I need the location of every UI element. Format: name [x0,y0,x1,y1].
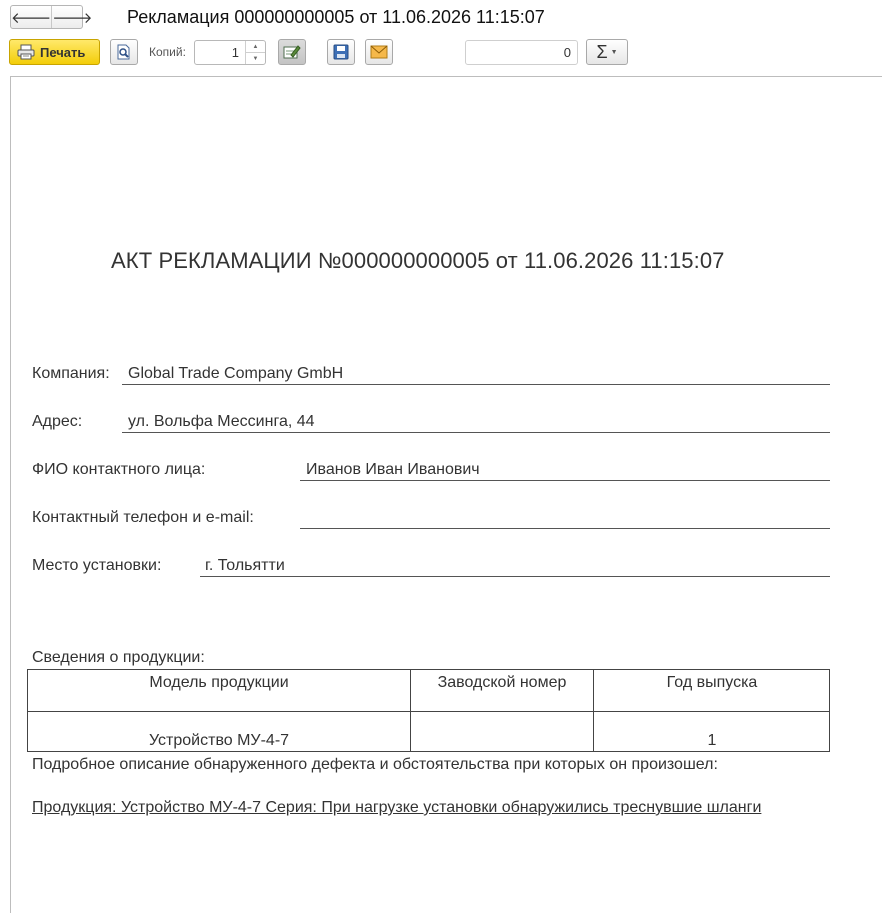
defect-description-text: Продукция: Устройство МУ-4-7 Серия: При нагрузке установки обнаружились треснувшие шланги [32,799,762,816]
contact-person-value: Иванов Иван Иванович [306,461,480,478]
company-label: Компания: [32,365,110,382]
navigation-buttons [10,5,93,29]
chevron-down-icon: ▼ [610,48,618,56]
contact-phone-label: Контактный телефон и e-mail: [32,509,254,526]
copies-value[interactable]: 1 [231,45,239,60]
back-button[interactable] [11,6,51,28]
table-cell-year: 1 [707,732,717,749]
install-place-value: г. Тольятти [205,557,285,574]
save-icon [333,44,349,60]
sum-menu-button[interactable] [586,39,628,65]
sum-field: 0 [465,40,578,65]
column-header-serial: Заводской номер [437,674,567,691]
arrow-left-icon: 🡐 [11,9,52,27]
print-button[interactable] [9,39,100,65]
copies-spinner [245,41,265,64]
copies-label: Копий: [149,45,186,59]
preview-icon [116,44,132,60]
column-header-model: Модель продукции [149,674,289,691]
contact-person-label: ФИО контактного лица: [32,461,206,478]
edit-mode-button[interactable] [278,39,306,65]
forward-button[interactable] [51,6,92,28]
document-title: АКТ РЕКЛАМАЦИИ №000000000005 от 11.06.2026 11:15:07 [111,248,725,273]
document-area[interactable] [10,76,882,913]
window-title: Рекламация 000000000005 от 11.06.2026 11:15:07 [127,7,545,27]
address-underline [122,432,830,433]
arrow-right-icon: 🡒 [52,9,93,27]
sigma-icon: Σ [596,41,608,62]
install-place-label: Место установки: [32,557,162,574]
send-email-button[interactable] [365,39,393,65]
preview-button[interactable] [110,39,138,65]
spin-up-icon[interactable]: ▲ [252,43,259,50]
spin-down-icon[interactable]: ▼ [246,52,265,64]
save-button[interactable] [327,39,355,65]
products-table [27,669,830,752]
mail-icon [370,45,388,59]
company-underline [122,384,830,385]
contact-person-underline [300,480,830,481]
edit-icon [283,44,301,60]
company-value: Global Trade Company GmbH [128,365,344,382]
table-cell-model: Устройство МУ-4-7 [148,732,290,749]
address-label: Адрес: [32,413,83,430]
table-divider [28,711,829,712]
defect-description-label: Подробное описание обнаруженного дефекта и обстоятельства при которых он произошел: [32,756,718,773]
address-value: ул. Вольфа Мессинга, 44 [128,413,315,430]
print-button-label: Печать [40,44,86,60]
column-header-year: Год выпуска [666,674,758,691]
products-label: Сведения о продукции: [32,649,205,666]
contact-phone-underline [300,528,830,529]
printer-icon [17,44,35,60]
install-place-underline [200,576,830,577]
copies-stepper[interactable] [194,40,266,65]
